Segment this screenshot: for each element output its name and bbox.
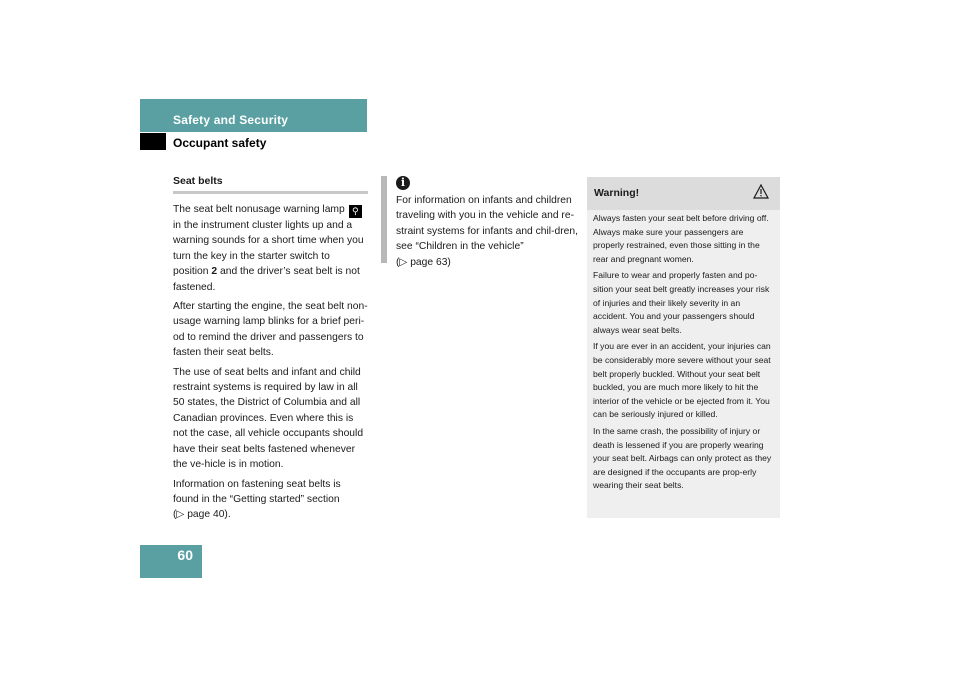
info-note-bar [381, 176, 387, 263]
p1-text-a: The seat belt nonusage warning lamp [173, 204, 345, 215]
seat-belts-paragraph-2: After starting the engine, the seat belt non-usage warning lamp blinks for a brief peri-od to remind the driver and passengers to fasten their seat belts. [173, 301, 368, 359]
seat-belts-column [173, 175, 368, 527]
info-icon: i [396, 176, 410, 190]
warning-paragraph-4: In the same crash, the possibility of injury or death is lessened if you are properly wearing your seat belt. Airbags can only protect as they are designed if the occupants are prop-erly wearing their seat belts. [593, 425, 772, 491]
p1-text-c: and the driver’s seat belt is not fastened. [173, 266, 360, 293]
info-note [396, 193, 578, 274]
subsection-marker [140, 133, 166, 150]
info-page-ref: (▷ page 63) [396, 256, 451, 268]
info-text: For information on infants and children traveling with you in the vehicle and re-straint systems for infants and chil-dren, see “Children in the vehicle” [396, 195, 578, 253]
p1-text-b: in the instrument cluster lights up and a warning sounds for a short time when you turn the key in the starter switch to position [173, 220, 364, 278]
seat-belts-heading: Seat belts [173, 175, 368, 194]
p4-text: Information on fastening seat belts is found in the “Getting started” section [173, 478, 341, 505]
warning-text [593, 212, 775, 496]
seat-belts-paragraph-3: The use of seat belts and infant and child restraint systems is required by law in all 50 states, the District of Columbia and all Canadian provinces. Even where this is not the case, all vehicle occupants should have their seat belts fastened whenever the ve-hicle is in motion. [173, 366, 364, 471]
warning-paragraph-3: If you are ever in an accident, your injuries can be considerably more severe without your seat belt properly buckled. Without your seat belt buckled, you are much more likely to hit the interior of the vehicle or be ejected from it. You can be seriously injured or killed. [593, 341, 771, 420]
warning-paragraph-1: Always fasten your seat belt before driving off. Always make sure your passengers are properly restrained, even those sitting in the rear and pregnant women. [593, 213, 769, 264]
warning-title: Warning! [594, 187, 640, 199]
seat-belts-paragraph-1 [173, 202, 368, 295]
page-number: 60 [177, 547, 193, 563]
p4-page-ref: (▷ page 40). [173, 509, 231, 521]
warning-paragraph-2: Failure to wear and properly fasten and po-sition your seat belt greatly increases your risk of injuries and their likely severity in an accident. You and your passengers should always wear seat belts. [593, 270, 770, 335]
section-title: Safety and Security [173, 113, 289, 127]
seatbelt-warning-lamp-icon: ⚲ [349, 205, 362, 218]
seat-belts-paragraph-4 [173, 477, 368, 523]
p1-position: 2 [211, 266, 218, 278]
subsection-title: Occupant safety [173, 136, 267, 150]
info-note-text [396, 193, 578, 270]
warning-triangle-icon [753, 184, 769, 199]
